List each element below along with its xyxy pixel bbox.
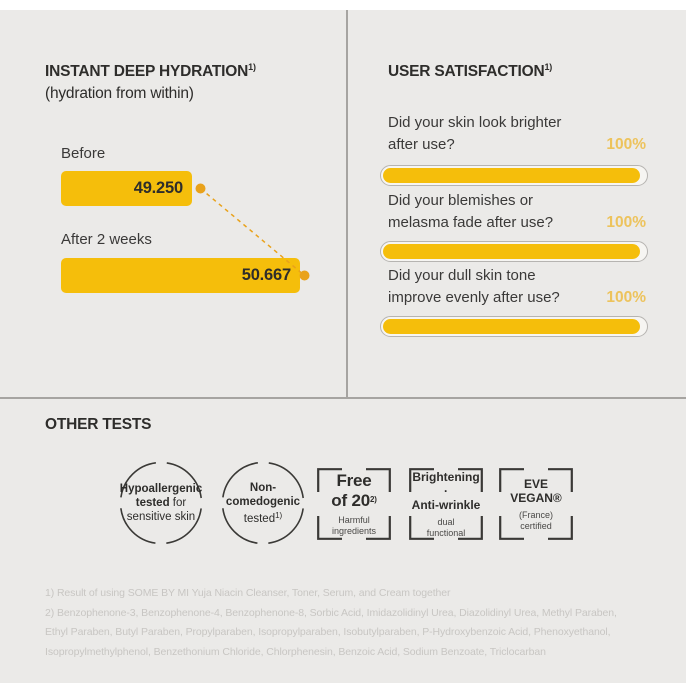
- hydration-bar-before: [61, 171, 192, 206]
- satisfaction-title-text: USER SATISFACTION: [388, 63, 545, 80]
- question-1: [388, 112, 648, 156]
- question-2-percent: 100%: [606, 214, 646, 231]
- badge-1-line2-bold: tested: [135, 497, 170, 509]
- vertical-divider: [346, 10, 348, 397]
- badge-3-big1: Free: [336, 471, 372, 490]
- bar-label-before: Before: [61, 145, 106, 162]
- question-3-percent: 100%: [606, 289, 646, 306]
- question-3-line1: Did your dull skin tone: [388, 267, 536, 284]
- question-3-line2: improve evenly after use?: [388, 289, 560, 306]
- badge-4-small1: dual: [437, 516, 455, 527]
- progress-pill-2: [380, 241, 648, 262]
- progress-fill-2: [383, 244, 640, 259]
- question-1-line2: after use?: [388, 136, 455, 153]
- footnote-marker: 1): [248, 62, 256, 72]
- badge-3-small1: Harmful: [338, 515, 370, 525]
- other-tests-title: OTHER TESTS: [45, 416, 152, 433]
- badge-free-of-20: [317, 468, 391, 540]
- hydration-subtitle: (hydration from within): [45, 85, 194, 102]
- badge-1-line1: Hypoallergenic: [119, 483, 203, 495]
- badge-2-line2: comedogenic: [225, 495, 301, 508]
- progress-pill-1: [380, 165, 648, 186]
- horizontal-divider: [0, 397, 686, 399]
- badge-5-line2: VEGAN®: [510, 490, 562, 505]
- question-2: [388, 190, 648, 234]
- badge-brightening-anti-wrinkle: [409, 468, 483, 540]
- question-1-percent: 100%: [606, 136, 646, 153]
- bar-connector-line: [190, 178, 320, 288]
- question-3: [388, 265, 648, 309]
- question-2-line1: Did your blemishes or: [388, 192, 534, 209]
- progress-pill-3: [380, 316, 648, 337]
- badge-4-line1: Brightening ·: [412, 469, 480, 498]
- badge-4-line2: Anti-wrinkle: [411, 497, 481, 512]
- question-2-line2: melasma fade after use?: [388, 214, 554, 231]
- bar-value-before: 49.250: [133, 179, 183, 197]
- progress-fill-1: [383, 168, 640, 183]
- bar-label-after: After 2 weeks: [61, 231, 152, 248]
- badge-2-footnote-marker: 1): [275, 510, 283, 520]
- footnote-line-4: Isopropylmethylphenol, Benzethonium Chloride, Chlorphenesin, Benzoic Acid, Sodium Benzoate, Triclocarban: [45, 645, 546, 658]
- footnote-line-2: 2) Benzophenone-3, Benzophenone-4, Benzophenone-8, Sorbic Acid, Imidazolidinyl Urea, Diazolidinyl Urea, Methyl Paraben,: [45, 606, 617, 619]
- question-1-line1: Did your skin look brighter: [388, 114, 562, 131]
- badge-1-line3: sensitive skin: [126, 511, 196, 523]
- progress-fill-3: [383, 319, 640, 334]
- badge-1-line2-regular: for: [169, 497, 187, 509]
- badge-2-line1: Non-: [249, 481, 277, 494]
- hydration-section-title: [45, 56, 256, 105]
- footnote-marker: 1): [544, 62, 553, 72]
- badge-3-small2: ingredients: [331, 526, 377, 536]
- hydration-title-text: INSTANT DEEP HYDRATION: [45, 63, 249, 80]
- infographic-panel: [0, 10, 686, 683]
- badge-5-small1: (France): [518, 509, 553, 520]
- bar-value-after: 50.667: [241, 266, 291, 284]
- badge-eve-vegan: [499, 468, 573, 540]
- badge-3-big2: of 20: [331, 491, 370, 510]
- footnote-line-3: Ethyl Paraben, Butyl Paraben, Propylparaben, Isopropylparaben, Isobutylparaben, P-Hydroxybenzoic Acid, Phenoxyethanol,: [45, 626, 611, 638]
- footnotes: [45, 584, 675, 662]
- badge-3-footnote-marker: 2): [369, 495, 377, 504]
- footnote-line-1: 1) Result of using SOME BY MI Yuja Niacin Cleanser, Toner, Serum, and Cream together: [45, 587, 451, 599]
- badge-5-line1: EVE: [523, 476, 548, 491]
- badge-2-line3: tested: [243, 512, 276, 525]
- satisfaction-section-title: [388, 56, 552, 83]
- badge-hypoallergenic: [118, 460, 204, 546]
- badge-non-comedogenic: [220, 460, 306, 546]
- badge-5-small2: certified: [520, 520, 552, 531]
- badge-4-small2: functional: [426, 527, 466, 538]
